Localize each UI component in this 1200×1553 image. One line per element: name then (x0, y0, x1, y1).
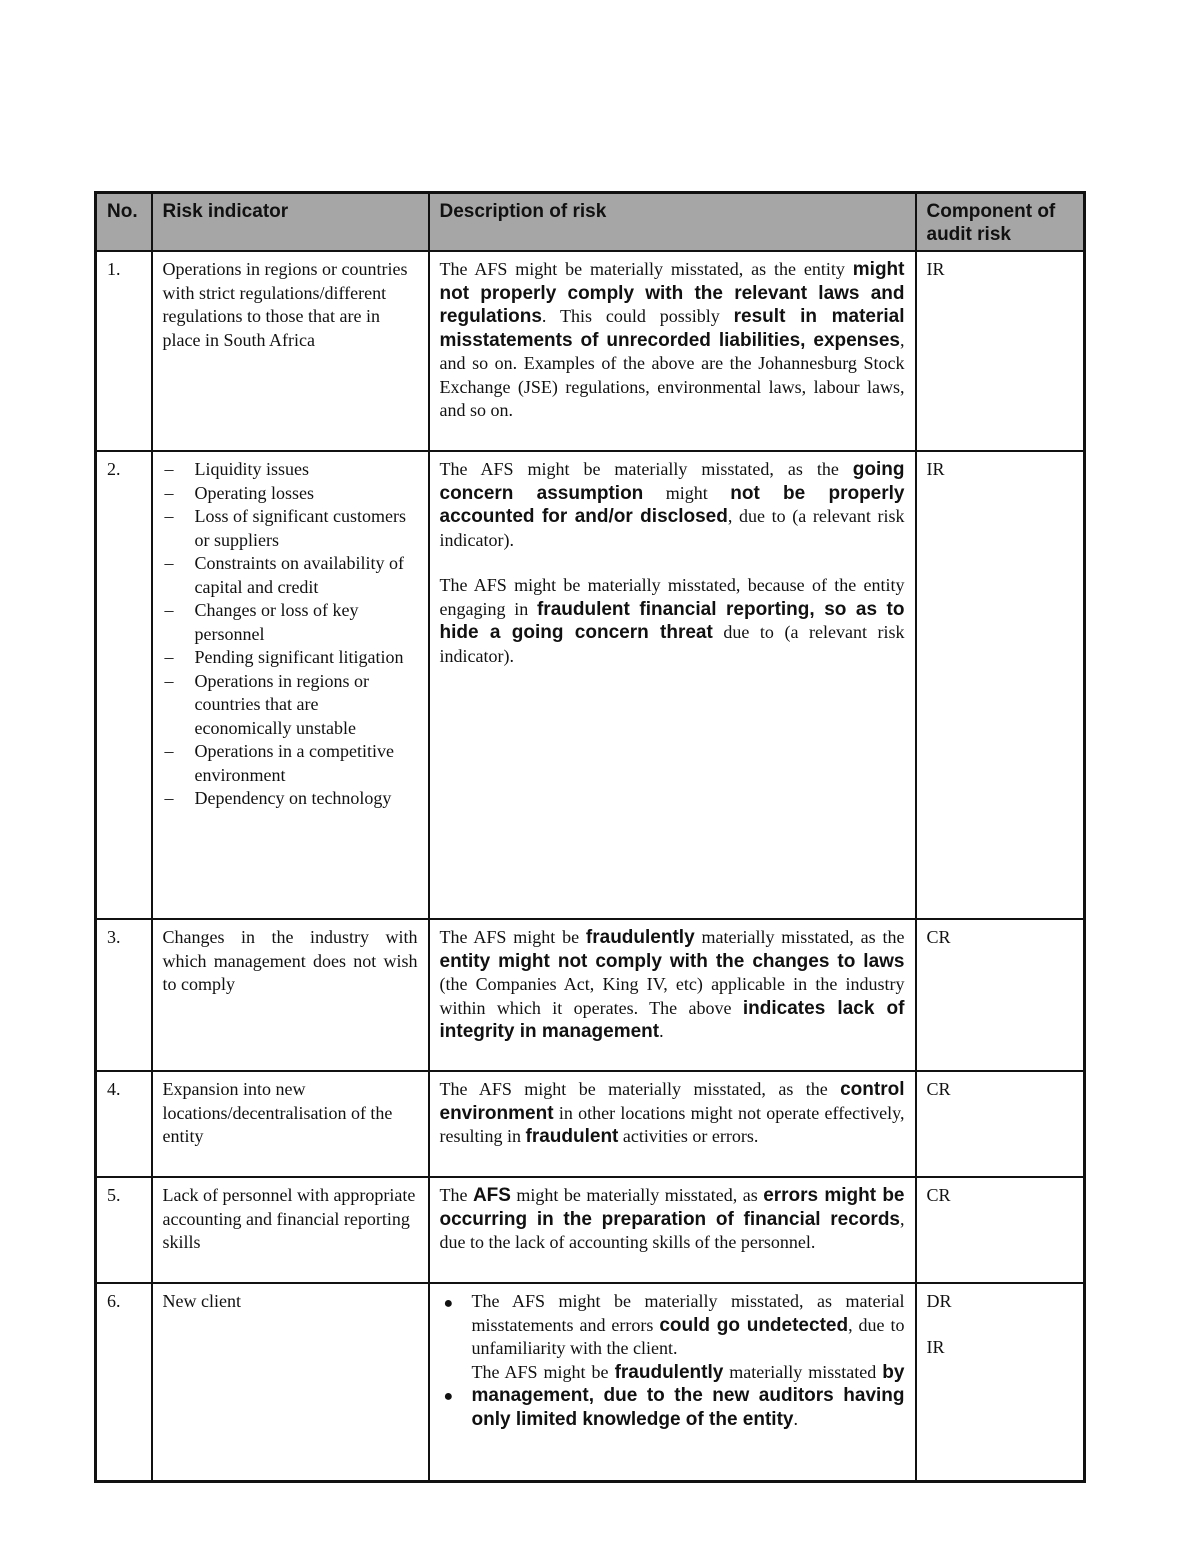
desc-run: materially misstated (723, 1361, 883, 1382)
row-number: 3. (96, 919, 152, 1071)
row-number: 6. (96, 1283, 152, 1482)
desc-run: materially misstated, as the (694, 927, 905, 947)
list-item: – Constraints on availability of capital and credit (195, 552, 418, 599)
desc-run-bold: result in material misstatements of unrecorded liabilities, expenses (439, 306, 905, 351)
risk-indicator-cell: Changes in the industry with which management does not wish to comply (152, 919, 429, 1071)
bullet-icon: ● (443, 1387, 454, 1405)
desc-run: The AFS might be (471, 1361, 615, 1382)
desc-run-bold: errors might be occurring in the preparation of financial records (439, 1185, 905, 1230)
component-cell (916, 919, 1085, 1071)
table-row (96, 251, 1085, 451)
list-item: – Operations in regions or countries that are economically unstable (195, 670, 418, 741)
risk-table (94, 191, 1086, 1483)
component-cell (916, 451, 1085, 919)
component-value: IR (926, 259, 945, 279)
component-value: CR (926, 927, 951, 947)
component-cell (916, 1071, 1085, 1177)
list-item: – Dependency on technology (195, 787, 418, 811)
desc-run: in other locations might not operate effectively, resulting in (439, 1102, 905, 1146)
description-cell (429, 1177, 916, 1283)
desc-run: , due to unfamiliarity with the client. (471, 1314, 905, 1358)
desc-run-bold: could go undetected (659, 1314, 849, 1336)
desc-run-bold: indicates lack of integrity in management (439, 997, 905, 1042)
indicator-list (163, 458, 418, 811)
description-cell (429, 451, 916, 919)
desc-run: , due to (a relevant risk indicator). (439, 506, 905, 550)
risk-indicator-cell: New client (152, 1283, 429, 1482)
header-risk-indicator: Risk indicator (152, 193, 429, 252)
desc-run: due to (a relevant risk indicator). (439, 622, 905, 666)
risk-indicator-cell: Operations in regions or countries with strict regulations/different regulations to those that are in place in South Africa (152, 251, 429, 451)
list-item: – Operating losses (195, 482, 418, 506)
desc-run-bold: by management, due to the new auditors having only limited knowledge of the entity (471, 1361, 905, 1430)
desc-run-bold: fraudulently (585, 927, 695, 948)
desc-run: (the Companies Act, King IV, etc) applicable in the industry within which it operates. The above (439, 974, 905, 1018)
desc-run: The AFS might be materially misstated, as the entity (439, 259, 853, 279)
list-item: – Operations in a competitive environment (195, 740, 418, 787)
list-item (443, 1361, 905, 1432)
description-paragraph (440, 574, 905, 668)
list-item: – Changes or loss of key personnel (195, 599, 418, 646)
desc-run: The (439, 1185, 473, 1205)
desc-run: . (793, 1408, 798, 1429)
table-row (96, 1071, 1085, 1177)
desc-run-bold: fraudulent financial reporting, so as to hide a going concern threat (439, 598, 905, 643)
list-item: – Pending significant litigation (195, 646, 418, 670)
description-paragraph (440, 258, 905, 423)
desc-run: , due to the lack of accounting skills of the personnel. (439, 1208, 905, 1252)
component-value: IR (926, 459, 945, 479)
header-description: Description of risk (429, 193, 916, 252)
description-cell (429, 919, 916, 1071)
row-number: 1. (96, 251, 152, 451)
component-value: IR (926, 1336, 945, 1357)
description-cell (429, 1071, 916, 1177)
header-no: No. (96, 193, 152, 252)
description-paragraph (440, 926, 905, 1044)
component-value: CR (926, 1079, 951, 1099)
desc-run-bold: AFS (472, 1185, 511, 1206)
description-bullet-list (440, 1290, 905, 1431)
description-cell (429, 251, 916, 451)
table-row (96, 919, 1085, 1071)
desc-run: . (659, 1021, 664, 1041)
row-number: 4. (96, 1071, 152, 1177)
description-cell (429, 1283, 916, 1482)
desc-run: The AFS might be materially misstated, because of the entity engaging in (439, 575, 905, 619)
description-paragraph (440, 1078, 905, 1149)
desc-run: might (643, 482, 731, 503)
header-row (96, 193, 1085, 252)
description-paragraph (440, 1184, 905, 1255)
table-row (96, 1283, 1085, 1482)
list-item: – Liquidity issues (195, 458, 418, 482)
desc-run: The AFS might be (439, 927, 586, 947)
desc-run-bold: fraudulent (525, 1126, 619, 1147)
desc-run: activities or errors. (618, 1126, 759, 1146)
bullet-icon: ● (443, 1295, 454, 1312)
desc-run-bold: control environment (439, 1079, 905, 1124)
desc-run-bold: fraudulently (614, 1361, 724, 1383)
desc-run-bold: might not properly comply with the relevant laws and regulations (439, 259, 905, 327)
risk-indicator-cell: Lack of personnel with appropriate accounting and financial reporting skills (152, 1177, 429, 1283)
component-cell (916, 1283, 1085, 1482)
table-row (96, 451, 1085, 919)
row-number: 2. (96, 451, 152, 919)
header-component: Component of audit risk (916, 193, 1085, 252)
desc-run: . This could possibly (541, 306, 734, 326)
desc-run-bold: going concern assumption (439, 459, 905, 504)
desc-run: might be materially misstated, as (510, 1185, 764, 1205)
component-value: DR (926, 1291, 952, 1311)
component-cell (916, 1177, 1085, 1283)
risk-indicator-cell: Expansion into new locations/decentralisation of the entity (152, 1071, 429, 1177)
description-paragraph (440, 458, 905, 552)
desc-run: , and so on. Examples of the above are the Johannesburg Stock Exchange (JSE) regulations, environmental laws, labour laws, and so on. (439, 329, 905, 420)
component-cell (916, 251, 1085, 451)
desc-run-bold: not be properly accounted for and/or disclosed (439, 482, 905, 527)
desc-run: The AFS might be materially misstated, as material misstatements and errors (471, 1291, 905, 1335)
desc-run: The AFS might be materially misstated, as the (439, 459, 853, 479)
list-item (443, 1290, 905, 1361)
table-row (96, 1177, 1085, 1283)
row-number: 5. (96, 1177, 152, 1283)
component-value: CR (926, 1185, 951, 1205)
risk-indicator-cell (152, 451, 429, 919)
list-item: – Loss of significant customers or suppliers (195, 505, 418, 552)
desc-run-bold: entity might not comply with the changes to laws (439, 950, 905, 972)
desc-run: The AFS might be materially misstated, as the (439, 1079, 841, 1099)
